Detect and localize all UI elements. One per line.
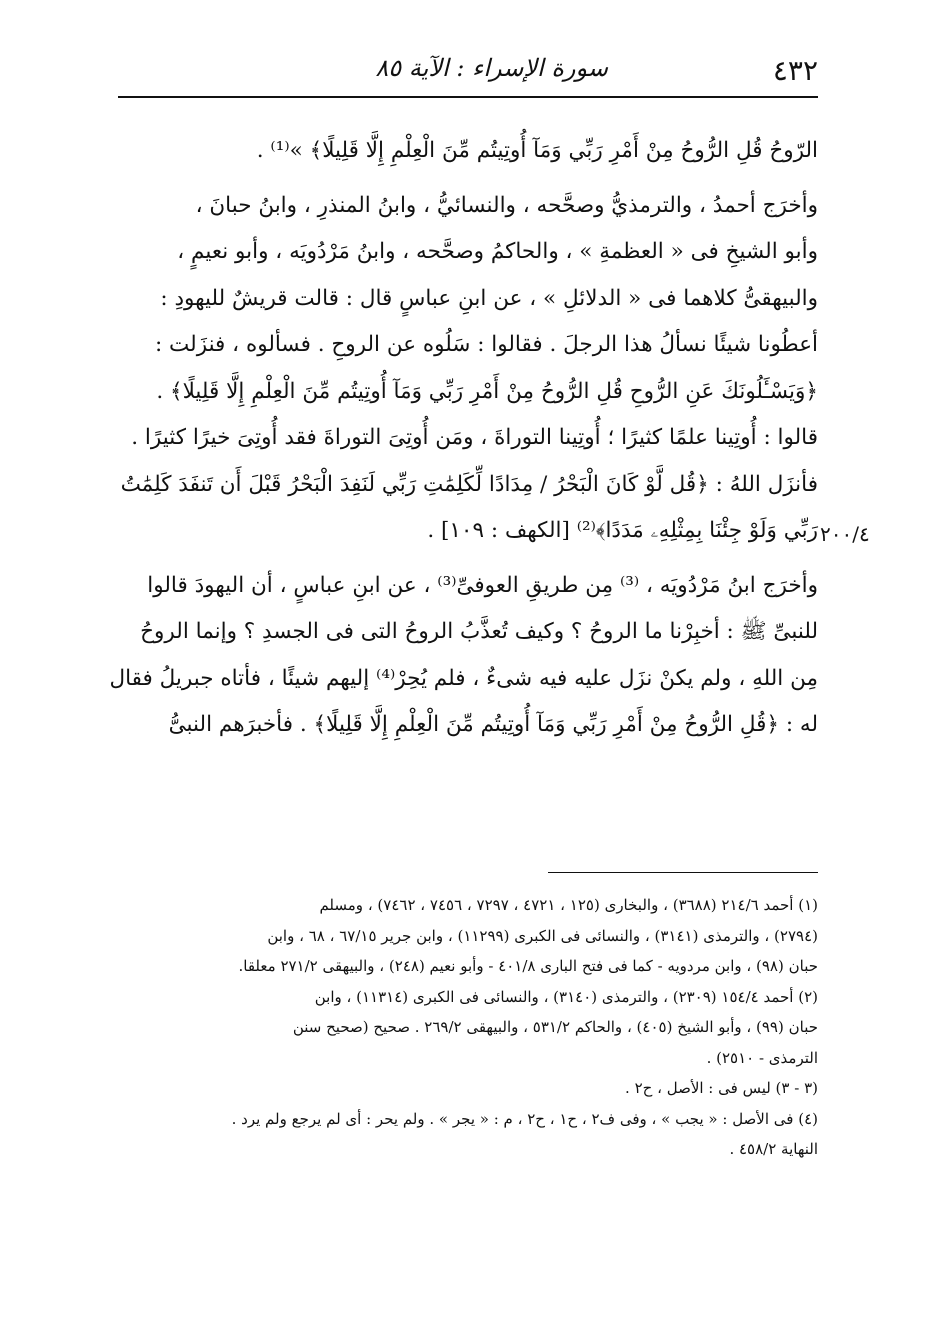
text-line: وأخرَج أحمدُ ، والترمذيُّ وصحَّحه ، والنسائيُّ ، وابنُ المنذرِ ، وابنُ حبانَ ، — [195, 192, 818, 218]
quran-verse-line: ﴿وَيَسْـَٔلُونَكَ عَنِ الرُّوحِ قُلِ الرُّوحُ مِنْ أَمْرِ رَبِّي وَمَآ أُوتِيتُم مِّنَ الْعِلْمِ إِلَّا قَلِيلًا﴾ . — [156, 378, 818, 404]
text-line: رَبِّي وَلَوْ جِئْنَا بِمِثْلِهِۦ مَدَدًا﴾⁽²⁾ [الكهف : ١٠٩] . — [427, 518, 818, 543]
footnote-line: (٣ - ٣) ليس فى : الأصل ، ح٢ . — [625, 1079, 818, 1097]
running-title: سورة الإسراء : الآية ٨٥ — [375, 54, 608, 82]
footnote-line: (٢) أحمد ١٥٤/٤ (٢٣٠٩) ، والترمذى (٣١٤٠) ، والنسائى فى الكبرى (١١٣١٤) ، وابن — [314, 987, 818, 1006]
text-line: للنبىِّ ﷺ : أخبِرْنا ما الروحُ ؟ وكيف تُعذَّبُ الروحُ التى فى الجسدِ ؟ وإنما الروحُ — [140, 619, 818, 644]
page-header — [118, 50, 818, 90]
text-line: أعطُونا شيئًا نسألُ هذا الرجلَ . فقالوا : سَلُوه عن الروحِ . فسألوه ، فنزَلت : — [154, 332, 818, 357]
text-line: فأنزَل اللهُ : ﴿قُل لَّوْ كَانَ الْبَحْرُ / مِدَادًا لِّكَلِمَٰتِ رَبِّي لَنَفِدَ الْبَحْرُ قَبْلَ أَن تَنفَدَ كَلِمَٰتُ — [120, 471, 818, 497]
text-line: الرّوحُ قُلِ الرُّوحُ مِنْ أَمْرِ رَبِّي وَمَآ أُوتِيتُم مِّنَ الْعِلْمِ إِلَّا قَلِيلًا﴾ »⁽¹⁾ . — [256, 138, 818, 163]
footnote-line: (٢٧٩٤) ، والترمذى (٣١٤١) ، والنسائى فى الكبرى (١١٢٩٩) ، وابن جرير ٦٧/١٥ ، ٦٨ ، وابن — [267, 926, 818, 945]
page-number: ٤٣٢ — [772, 54, 818, 87]
header-divider — [118, 96, 818, 98]
text-line: والبيهقىُّ كلاهما فى « الدلائلِ » ، عن ابنِ عباسٍ قال : قالت قريشٌ لليهودِ : — [160, 285, 818, 311]
main-text — [108, 128, 818, 749]
footnote-line: حبان (٩٩) ، وأبو الشيخ (٤٠٥) ، والحاكم ٥٣١/٢ ، والبيهقى ٢٦٩/٢ . صحيح (صحيح سنن — [292, 1018, 818, 1036]
footnote-line: (١) أحمد ٢١٤/٦ (٣٦٨٨) ، والبخارى (١٢٥ ، ٤٧٢١ ، ٧٢٩٧ ، ٧٤٥٦ ، ٧٤٦٢) ، ومسلم — [319, 896, 818, 914]
footnote-line: الترمذى - ٢٥١٠) . — [706, 1048, 818, 1067]
margin-reference: ٢٠٠/٤ — [820, 522, 870, 546]
text-line: مِن اللهِ ، ولم يكنْ نزَل عليه فيه شىءٌ ، فلم يُحِرْ⁽⁴⁾ إليهم شيئًا ، فأتاه جبريلُ فقال — [109, 665, 818, 691]
text-line: له : ﴿قُلِ الرُّوحُ مِنْ أَمْرِ رَبِّي وَمَآ أُوتِيتُم مِّنَ الْعِلْمِ إِلَّا قَلِيلًا﴾ . فأخبرَهم النبىُّ — [168, 712, 818, 737]
footnote-divider — [548, 872, 818, 873]
text-line: قالوا : أُوتِينا علمًا كثيرًا ؛ أُوتِينا التوراةَ ، ومَن أُوتِىَ التوراةَ فقد أُوتِىَ خيرًا كثيرًا . — [131, 425, 818, 450]
footnote-line: النهاية ٤٥٨/٢ . — [729, 1140, 818, 1158]
footnote-line: (٤) فى الأصل : « يجب » ، وفى ف٢ ، ح١ ، ح٢ ، م : « يجر » . ولم يحر : أى لم يرجع ولم يرد . — [231, 1109, 818, 1128]
footnote-line: حبان (٩٨) ، وابن مردويه - كما فى فتح البارى ٤٠١/٨ - وأبو نعيم (٢٤٨) ، والبيهقى ٢٧١/٢ معلقا. — [238, 957, 818, 975]
footnotes — [108, 890, 818, 1165]
text-line: وأبو الشيخِ فى « العظمةِ » ، والحاكمُ وصحَّحه ، وابنُ مَرْدُويَه ، وأبو نعيمٍ ، — [177, 239, 818, 264]
text-line: وأخرَج ابنُ مَرْدُويَه ، ⁽³⁾ مِن طريقِ العوفىِّ⁽³⁾ ، عن ابنِ عباسٍ ، أن اليهودَ قالوا — [147, 572, 818, 598]
